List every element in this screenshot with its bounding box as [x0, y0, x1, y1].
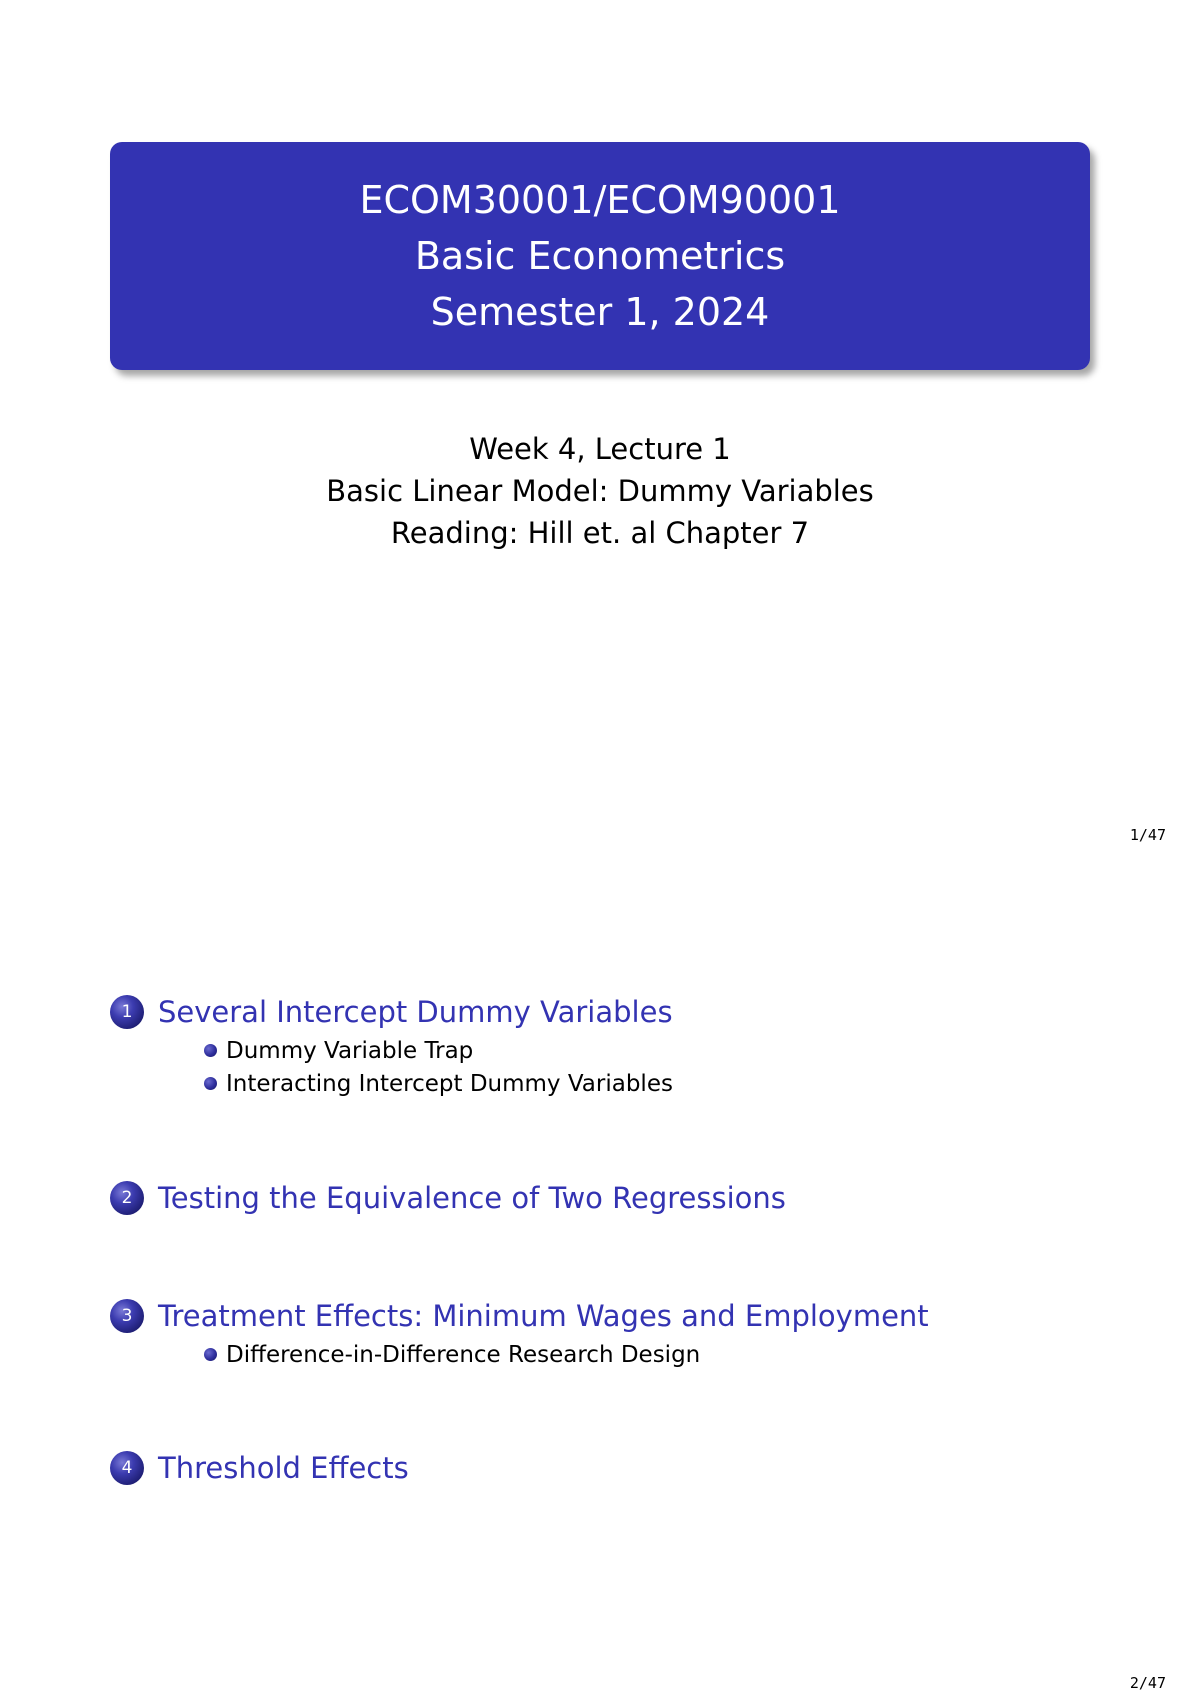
lecture-info	[0, 428, 1200, 554]
section-title-link[interactable]: Testing the Equivalence of Two Regressions	[158, 1181, 786, 1215]
subsection-item[interactable]	[204, 1067, 673, 1100]
outline-section[interactable]	[110, 992, 673, 1100]
subsection-link[interactable]: Interacting Intercept Dummy Variables	[226, 1070, 673, 1097]
page-number: 2/47	[1129, 1674, 1166, 1692]
section-title-link[interactable]: Threshold Effects	[158, 1451, 409, 1485]
section-number-ball: 4	[110, 1451, 144, 1485]
course-code: ECOM30001/ECOM90001	[359, 178, 841, 222]
subsection-list	[204, 1338, 929, 1371]
subsection-item[interactable]	[204, 1338, 929, 1371]
subsection-link[interactable]: Difference-in-Difference Research Design	[226, 1341, 701, 1368]
lecture-reading: Reading: Hill et. al Chapter 7	[390, 516, 810, 550]
title-block	[110, 142, 1090, 370]
section-number-ball: 2	[110, 1181, 144, 1215]
lecture-week: Week 4, Lecture 1	[469, 432, 731, 466]
bullet-icon	[204, 1077, 217, 1090]
section-heading[interactable]	[110, 992, 673, 1032]
outline-section[interactable]	[110, 1296, 929, 1371]
bullet-icon	[204, 1348, 217, 1361]
course-name: Basic Econometrics	[414, 234, 786, 278]
outline-section[interactable]	[110, 1178, 786, 1218]
section-number-ball: 1	[110, 995, 144, 1029]
section-title-link[interactable]: Several Intercept Dummy Variables	[158, 995, 673, 1029]
subsection-item[interactable]	[204, 1034, 673, 1067]
section-heading[interactable]	[110, 1178, 786, 1218]
subsection-link[interactable]: Dummy Variable Trap	[226, 1037, 474, 1064]
outline-slide	[0, 848, 1200, 1696]
lecture-topic: Basic Linear Model: Dummy Variables	[326, 474, 874, 508]
section-heading[interactable]	[110, 1296, 929, 1336]
outline-section[interactable]	[110, 1448, 409, 1488]
page-number: 1/47	[1129, 826, 1166, 844]
semester: Semester 1, 2024	[430, 290, 770, 334]
subsection-list	[204, 1034, 673, 1100]
bullet-icon	[204, 1044, 217, 1057]
section-heading[interactable]	[110, 1448, 409, 1488]
section-number-ball: 3	[110, 1299, 144, 1333]
section-title-link[interactable]: Treatment Effects: Minimum Wages and Employment	[158, 1299, 929, 1333]
